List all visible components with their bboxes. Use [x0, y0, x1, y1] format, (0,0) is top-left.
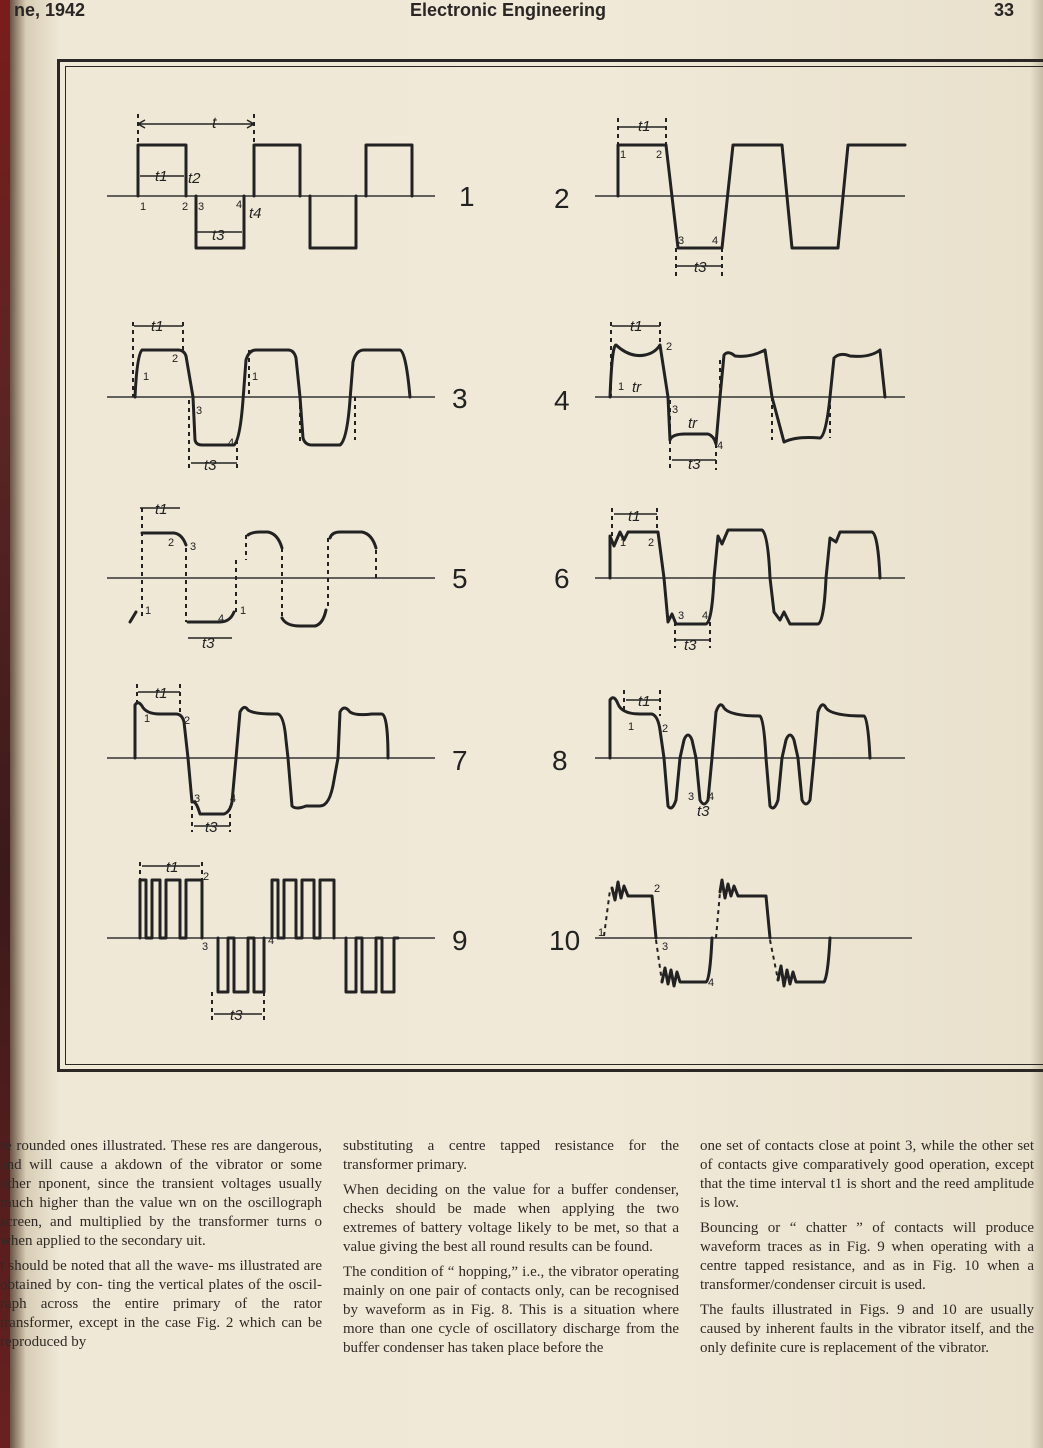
p5-point-2: 2 [168, 537, 175, 549]
p8-point-3: 3 [688, 791, 695, 803]
p2-number: 2 [554, 183, 570, 214]
p1-point-3: 3 [198, 201, 205, 213]
p5-point-1b: 1 [240, 605, 247, 617]
article-body [0, 1137, 1043, 1437]
p5-t3: t3 [202, 635, 215, 652]
column-2 [343, 1137, 679, 1364]
p8-number: 8 [552, 745, 568, 776]
p2-point-3: 3 [678, 235, 685, 247]
waveform-panel-10 [549, 880, 912, 989]
p9-point-2: 2 [203, 871, 210, 883]
p6-t3: t3 [684, 637, 697, 654]
p8-point-1: 1 [628, 721, 635, 733]
p5-point-1: 1 [145, 605, 152, 617]
p6-point-3: 3 [678, 610, 685, 622]
p3-t1: t1 [151, 318, 164, 335]
p10-point-3: 3 [662, 941, 669, 953]
p10-point-4: 4 [708, 977, 715, 989]
p4-t1: t1 [630, 318, 643, 335]
p9-point-4: 4 [268, 935, 275, 947]
p5-t1: t1 [155, 501, 168, 518]
col1-paragraph-2: t should be noted that all the wave- ms illustrated are obtained by con- ting the vertical plates of the oscil- raph across the entire primary of the rator transformer, except in the case Fig. 2 which can be reproduced by [0, 1258, 322, 1350]
col3-paragraph-1: one set of contacts close at point 3, while the other set of contacts give comparatively good operation, except that the time interval t1 is short and the reed amplitude is low. [700, 1138, 1034, 1211]
p8-t3: t3 [697, 803, 710, 820]
p6-number: 6 [554, 563, 570, 594]
p9-t1: t1 [166, 859, 179, 876]
p9-point-3: 3 [202, 941, 209, 953]
header-date: ne, 1942 [14, 0, 86, 20]
p1-t1: t1 [155, 168, 168, 185]
p3-t3: t3 [204, 457, 217, 474]
p8-point-2: 2 [662, 723, 669, 735]
col2-paragraph-1: substituting a centre tapped resistance for the transformer primary. [343, 1138, 679, 1173]
waveform-panel-5 [107, 501, 468, 652]
page-number: 33 [994, 0, 1015, 20]
p7-t3: t3 [205, 819, 218, 836]
waveform-panel-1 [107, 114, 475, 248]
p7-point-3: 3 [194, 793, 201, 805]
p7-point-1: 1 [144, 713, 151, 725]
waveform-panel-6 [554, 508, 905, 654]
p9-t3: t3 [230, 1007, 243, 1024]
p8-point-4: 4 [708, 791, 715, 803]
waveform-panel-7 [107, 684, 468, 836]
p7-t1: t1 [155, 685, 168, 702]
p1-t: t [212, 115, 217, 132]
col1-paragraph-1: re rounded ones illustrated. These res are dangerous, and will cause a akdown of the vibrator or some other nponent, since the transient voltages usually much higher than the value wn on the oscillograph screen, and multiplied by the transformer turns o when applied to the secondary uit. [0, 1138, 322, 1249]
p3-point-4: 4 [228, 437, 235, 449]
p10-number: 10 [549, 925, 581, 956]
p5-point-3: 3 [190, 541, 197, 553]
p4-point-1: 1 [618, 381, 625, 393]
p1-t4: t4 [249, 205, 262, 222]
col3-paragraph-2: Bouncing or “ chatter ” of contacts will produce waveform traces as in Fig. 9 when operating with a centre tapped resistance, and as in Fig. 10 when a transformer/condenser circuit is used. [700, 1220, 1034, 1293]
p10-point-1: 1 [598, 927, 605, 939]
p4-point-4: 4 [717, 440, 724, 452]
col2-paragraph-2: When deciding on the value for a buffer condenser, checks should be made when applying the two extremes of battery voltage likely to be met, so that a value giving the best all round results can be found. [343, 1182, 679, 1255]
p3-number: 3 [452, 383, 468, 414]
p1-point-2: 2 [182, 201, 189, 213]
p7-point-2: 2 [184, 715, 191, 727]
p4-number: 4 [554, 385, 570, 416]
p4-tr: tr [632, 379, 642, 396]
p1-t3: t3 [212, 227, 225, 244]
p3-point-1: 1 [143, 371, 150, 383]
p6-t1: t1 [628, 508, 641, 525]
p6-point-4: 4 [702, 610, 709, 622]
p2-point-1: 1 [620, 149, 627, 161]
p1-number: 1 [459, 181, 475, 212]
waveform-panel-8 [552, 690, 905, 820]
p3-point-3: 3 [196, 405, 203, 417]
p6-point-1: 1 [620, 537, 627, 549]
p5-point-4: 4 [218, 613, 225, 625]
p6-point-2: 2 [648, 537, 655, 549]
waveform-panel-9 [107, 859, 468, 1024]
waveform-panel-2 [554, 118, 905, 278]
p2-point-2: 2 [656, 149, 663, 161]
p1-point-1: 1 [140, 201, 147, 213]
journal-title: Electronic Engineering [410, 0, 607, 20]
column-1 [0, 1137, 322, 1358]
p5-number: 5 [452, 563, 468, 594]
p2-point-4: 4 [712, 235, 719, 247]
p3-point-1b: 1 [252, 371, 259, 383]
p4-t3: t3 [688, 456, 701, 473]
p4-tr-b: tr [688, 415, 698, 432]
p1-point-4: 4 [236, 199, 243, 211]
p4-point-3: 3 [672, 404, 679, 416]
p10-point-2: 2 [654, 883, 661, 895]
waveform-panel-4 [554, 318, 905, 473]
p1-t2: t2 [188, 170, 201, 187]
waveform-panel-3 [107, 318, 468, 474]
p4-point-2: 2 [666, 341, 673, 353]
p8-t1: t1 [638, 693, 651, 710]
col2-paragraph-3: The condition of “ hopping,” i.e., the vibrator operating mainly on one pair of contacts only, can be recognised by waveform as in Fig. 8. This is a situation where more than one cycle of oscillatory discharge from the buffer condenser has taken place before the [343, 1264, 679, 1356]
column-3 [700, 1137, 1034, 1364]
p2-t3: t3 [694, 259, 707, 276]
p3-point-2: 2 [172, 353, 179, 365]
p7-number: 7 [452, 745, 468, 776]
col3-paragraph-3: The faults illustrated in Figs. 9 and 10 are usually caused by inherent faults in the vibrator itself, and the only definite cure is replacement of the vibrator. [700, 1302, 1034, 1356]
p9-number: 9 [452, 925, 468, 956]
p7-point-4: 4 [230, 793, 237, 805]
p2-t1: t1 [638, 118, 651, 135]
